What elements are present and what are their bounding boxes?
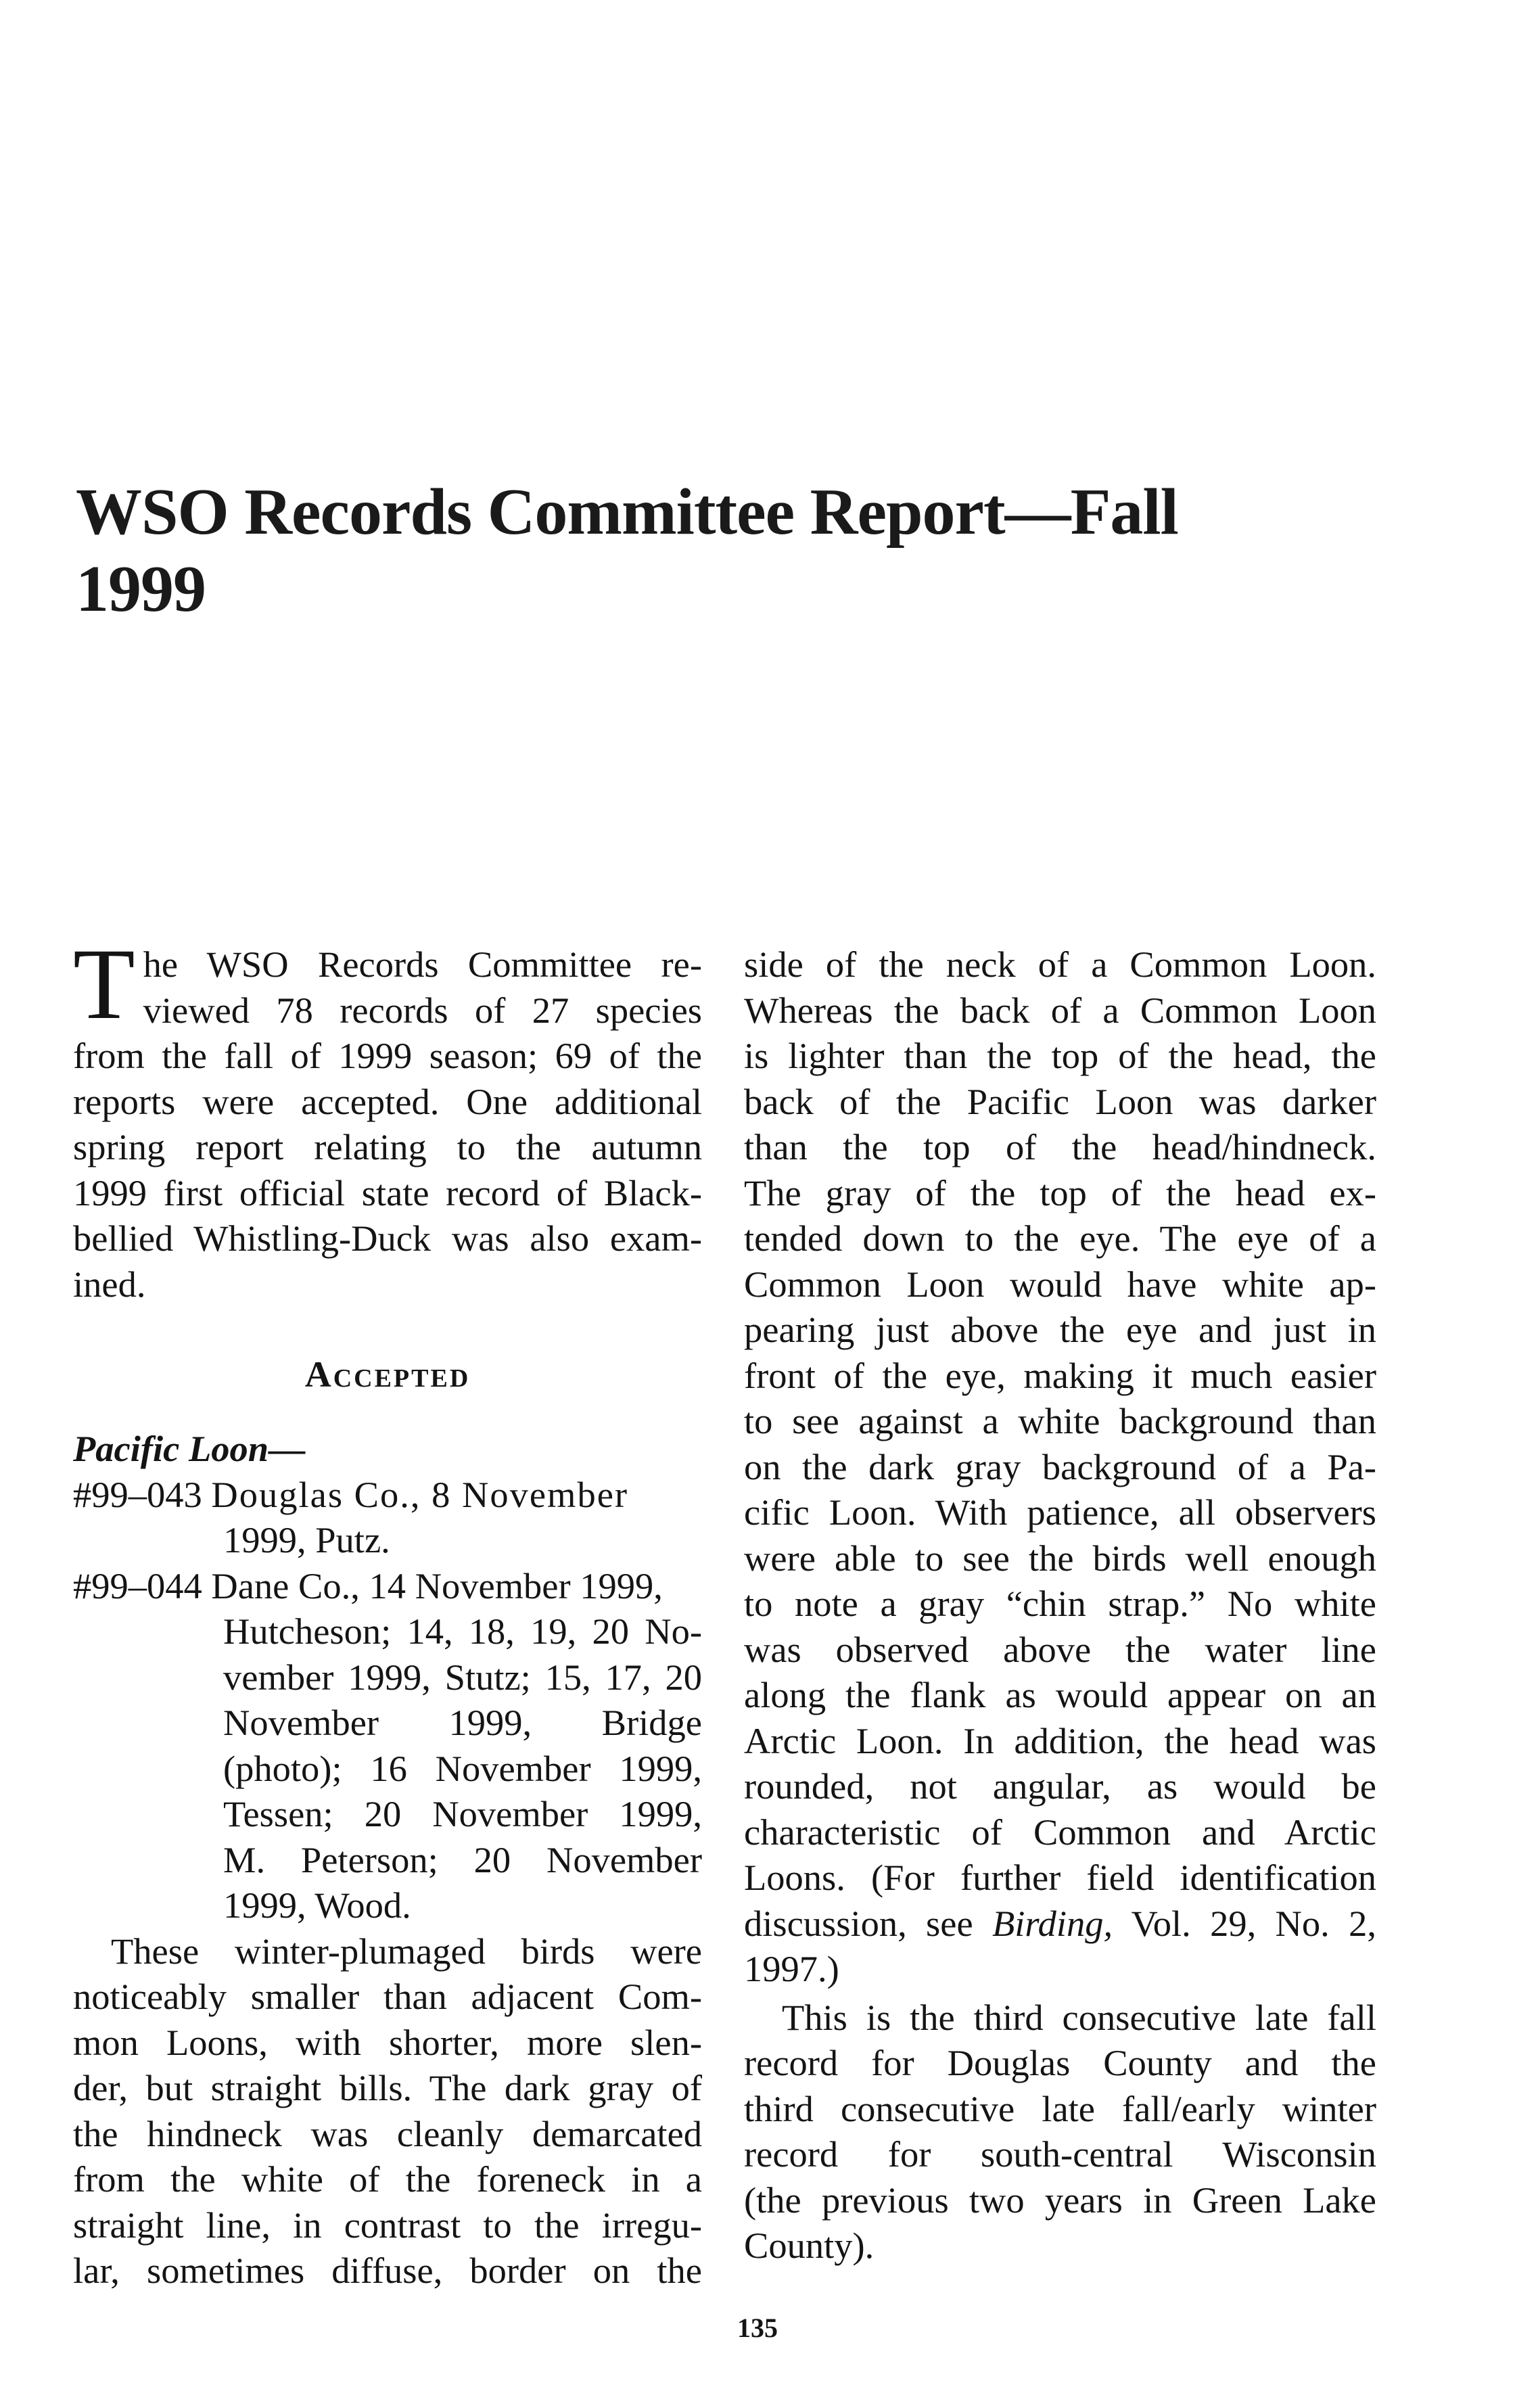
discussion-line: noticeably smaller than adjacent Com- xyxy=(73,1976,702,2017)
record-line: November 1999, Bridge xyxy=(223,1702,702,1743)
body-line: Whereas the back of a Common Loon xyxy=(744,989,1376,1031)
record-line: Hutcheson; 14, 18, 19, 20 No- xyxy=(223,1611,702,1652)
section-heading-text: Accepted xyxy=(304,1354,471,1395)
body-line: This is the third consecutive late fall xyxy=(782,1996,1376,2038)
record-line: Tessen; 20 November 1999, xyxy=(223,1793,702,1834)
body-line: Loons. (For further field identification xyxy=(744,1857,1376,1898)
body-line: Common Loon would have white ap- xyxy=(744,1263,1376,1305)
species-heading: Pacific Loon— xyxy=(73,1428,306,1469)
body-line: (the previous two years in Green Lake xyxy=(744,2179,1376,2221)
article-title xyxy=(76,473,1293,628)
intro-line: he WSO Records Committee re- xyxy=(143,944,702,985)
body-line: Arctic Loon. In addition, the head was xyxy=(744,1719,1376,1761)
citation-line xyxy=(744,1901,1376,1947)
discussion-line: lar, sometimes diffuse, border on the xyxy=(73,2250,702,2291)
section-heading-accepted xyxy=(73,1352,702,1399)
body-line: on the dark gray background of a Pa- xyxy=(744,1445,1376,1487)
discussion-paragraph xyxy=(73,1928,702,2294)
body-line: than the top of the head/hindneck. xyxy=(744,1126,1376,1167)
record-line: 1999, Wood. xyxy=(223,1884,411,1926)
body-line: tended down to the eye. The eye of a xyxy=(744,1218,1376,1259)
intro-line: reports were accepted. One additional xyxy=(73,1080,702,1122)
discussion-line: mon Loons, with shorter, more slen- xyxy=(73,2021,702,2063)
body-line: back of the Pacific Loon was darker xyxy=(744,1080,1376,1122)
intro-line: spring report relating to the autumn xyxy=(73,1126,702,1167)
intro-line: ined. xyxy=(73,1263,146,1305)
body-line: was observed above the water line xyxy=(744,1628,1376,1670)
citation-text: discussion, see xyxy=(744,1902,992,1944)
body-line: front of the eye, making it much easier xyxy=(744,1354,1376,1396)
title-line-1: WSO Records Committee Report—Fall xyxy=(76,476,1178,549)
discussion-line: der, but straight bills. The dark gray of xyxy=(73,2067,702,2108)
right-column xyxy=(744,942,1376,2269)
title-line-2: 1999 xyxy=(76,553,206,626)
body-line: 1997.) xyxy=(744,1948,839,1989)
body-line: record for south-central Wisconsin xyxy=(744,2133,1376,2175)
body-line: along the flank as would appear on an xyxy=(744,1674,1376,1715)
page-number: 135 xyxy=(737,2313,778,2343)
closing-paragraph xyxy=(744,1995,1376,2269)
record-text: Douglas Co., 8 November xyxy=(211,1473,629,1515)
body-line: to see against a white background than xyxy=(744,1400,1376,1441)
citation-text: Vol. 29, No. 2, xyxy=(1113,1902,1376,1944)
body-line: cific Loon. With patience, all observers xyxy=(744,1491,1376,1533)
body-line: record for Douglas County and the xyxy=(744,2042,1376,2083)
discussion-line: These winter-plumaged birds were xyxy=(111,1930,702,1972)
journal-title: Birding, xyxy=(992,1902,1113,1944)
record-first-line xyxy=(73,1472,702,1518)
body-line: pearing just above the eye and just in xyxy=(744,1309,1376,1350)
discussion-line: the hindneck was cleanly demarcated xyxy=(73,2112,702,2154)
record-first-line xyxy=(73,1563,702,1609)
body-line: were able to see the birds well enough xyxy=(744,1537,1376,1579)
intro-line: bellied Whistling-Duck was also exam- xyxy=(73,1218,702,1259)
record-id: #99–043 xyxy=(73,1473,202,1515)
discussion-line: from the white of the foreneck in a xyxy=(73,2158,702,2200)
record-id: #99–044 xyxy=(73,1565,202,1606)
body-line: rounded, not angular, as would be xyxy=(744,1765,1376,1807)
discussion-line: straight line, in contrast to the irregu- xyxy=(73,2204,702,2246)
left-column xyxy=(73,928,702,2294)
drop-cap: T xyxy=(73,928,135,1040)
body-line: to note a gray “chin strap.” No white xyxy=(744,1583,1376,1624)
record-line: vember 1999, Stutz; 15, 17, 20 xyxy=(223,1656,702,1698)
intro-line: viewed 78 records of 27 species xyxy=(143,989,702,1031)
intro-line: from the fall of 1999 season; 69 of the xyxy=(73,1035,702,1076)
body-line: characteristic of Common and Arctic xyxy=(744,1811,1376,1853)
intro-line: 1999 first official state record of Black- xyxy=(73,1172,702,1213)
body-line: third consecutive late fall/early winter xyxy=(744,2087,1376,2129)
record-text: Dane Co., 14 November 1999, xyxy=(211,1565,663,1606)
intro-paragraph xyxy=(73,928,702,1307)
record-line: 1999, Putz. xyxy=(223,1519,390,1560)
body-line: County). xyxy=(744,2225,875,2266)
record-line: (photo); 16 November 1999, xyxy=(223,1747,702,1789)
record-entry xyxy=(73,1472,702,1563)
body-line: side of the neck of a Common Loon. xyxy=(744,944,1376,985)
record-line: M. Peterson; 20 November xyxy=(223,1838,702,1880)
body-line: is lighter than the top of the head, the xyxy=(744,1035,1376,1076)
body-line: The gray of the top of the head ex- xyxy=(744,1172,1376,1213)
record-entry xyxy=(73,1563,702,1928)
continued-paragraph xyxy=(744,942,1376,1992)
